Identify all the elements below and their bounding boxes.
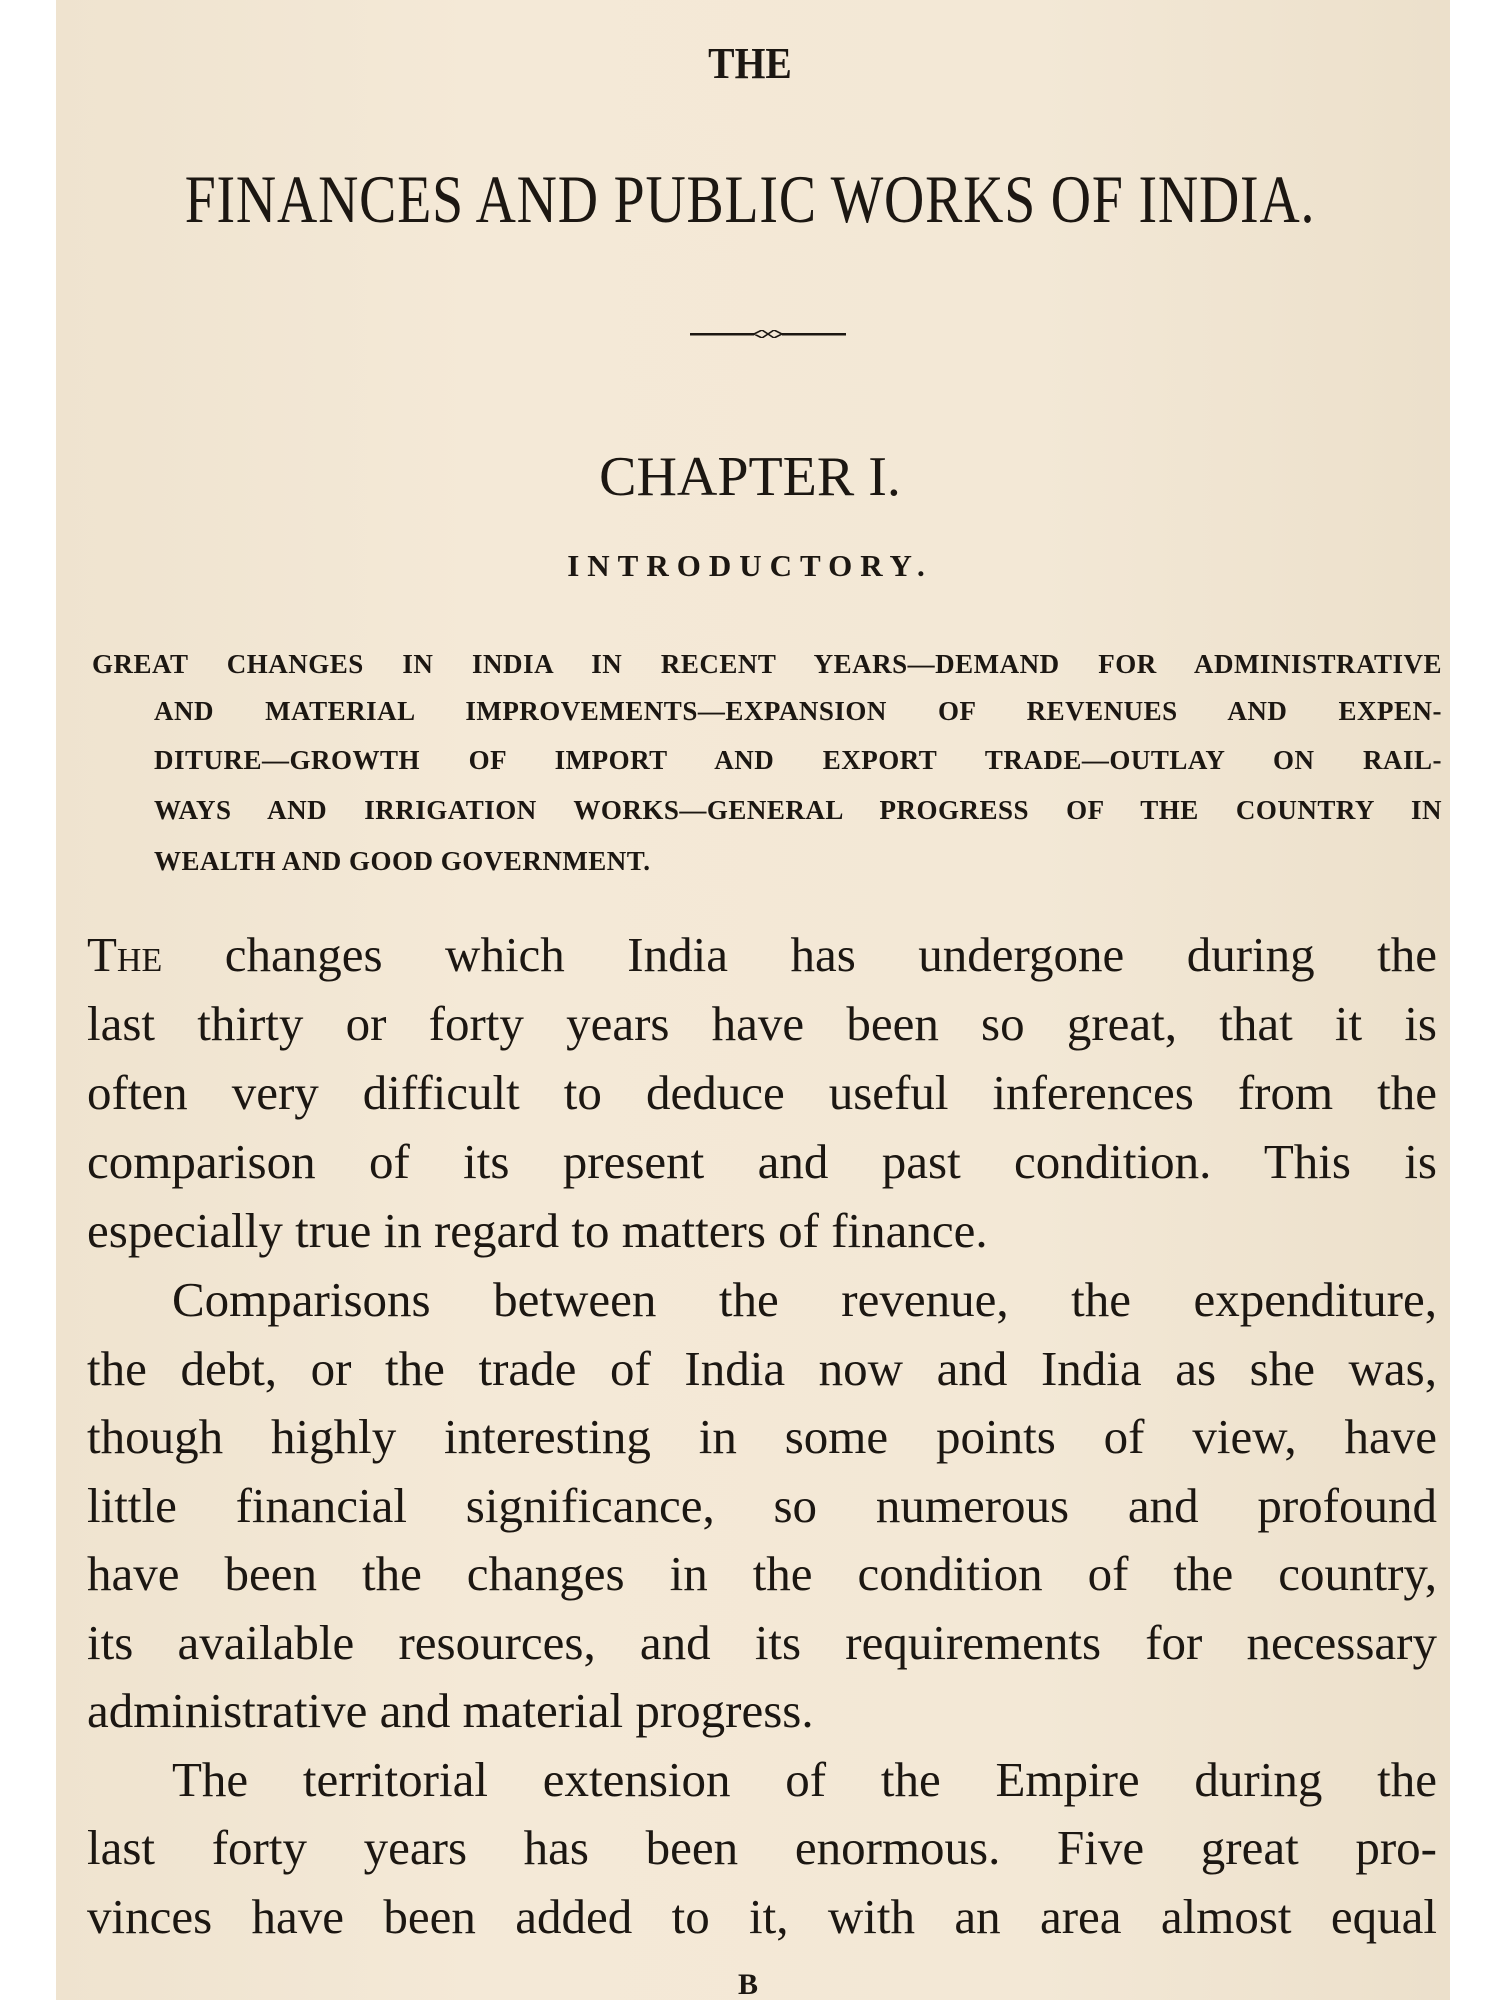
ornament-divider: [690, 330, 846, 338]
body-line: last thirty or forty years have been so great, that it is: [87, 996, 1437, 1051]
body-line: administrative and material progress.: [87, 1683, 814, 1738]
book-title: FINANCES AND PUBLIC WORKS OF INDIA.: [184, 161, 1316, 237]
body-line: comparison of its present and past condition. This is: [87, 1134, 1437, 1189]
chapter-number: CHAPTER I.: [599, 446, 901, 508]
body-line: last forty years has been enormous. Five great pro-: [87, 1820, 1437, 1875]
body-line: Comparisons between the revenue, the expenditure,: [172, 1272, 1437, 1327]
body-line: little financial significance, so numerous and profound: [87, 1478, 1437, 1533]
title-the: THE: [708, 39, 792, 88]
chapter-name: INTRODUCTORY.: [567, 548, 933, 583]
body-line: The changes which India has undergone during the: [87, 927, 1437, 982]
body-line: the debt, or the trade of India now and India as she was,: [87, 1341, 1437, 1396]
summary-line: WEALTH AND GOOD GOVERNMENT.: [154, 846, 651, 876]
summary-line: AND MATERIAL IMPROVEMENTS—EXPANSION OF REVENUES AND EXPEN-: [154, 696, 1442, 726]
body-line: though highly interesting in some points of view, have: [87, 1409, 1437, 1464]
first-word: The: [87, 927, 163, 982]
body-line: vinces have been added to it, with an area almost equal: [87, 1889, 1437, 1944]
summary-line: WAYS AND IRRIGATION WORKS—GENERAL PROGRESS OF THE COUNTRY IN: [154, 795, 1442, 825]
summary-line: GREAT CHANGES IN INDIA IN RECENT YEARS—DEMAND FOR ADMINISTRATIVE: [92, 649, 1442, 679]
body-line: The territorial extension of the Empire during the: [172, 1752, 1437, 1807]
body-line: its available resources, and its requirements for necessary: [87, 1615, 1437, 1670]
signature-mark: B: [738, 1968, 759, 2001]
body-line: especially true in regard to matters of finance.: [87, 1203, 988, 1258]
body-line: often very difficult to deduce useful inferences from the: [87, 1065, 1437, 1120]
body-line: have been the changes in the condition of the country,: [87, 1546, 1437, 1601]
summary-line: DITURE—GROWTH OF IMPORT AND EXPORT TRADE—OUTLAY ON RAIL-: [154, 745, 1442, 775]
